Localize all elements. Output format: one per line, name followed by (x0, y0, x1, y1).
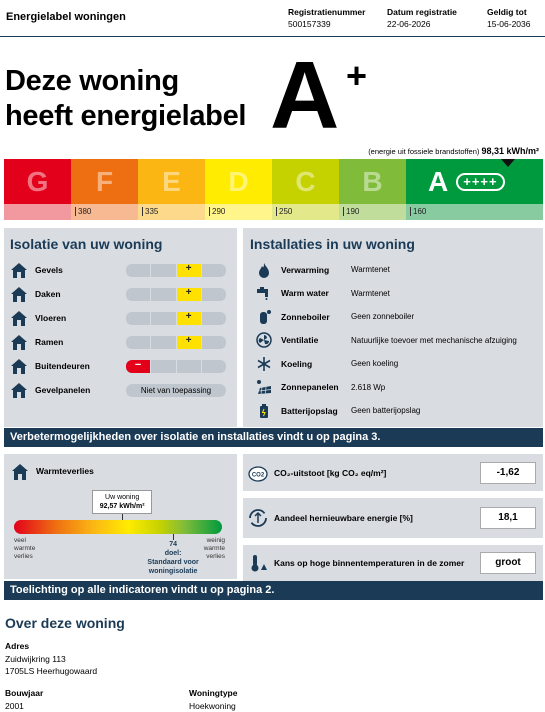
energy-class-f (71, 159, 138, 204)
threshold-label: 250 (276, 207, 292, 216)
insulation-row-gevelpanelen (10, 378, 237, 402)
threshold-label: 290 (209, 207, 225, 216)
heat-loss-title: Warmteverlies (36, 466, 94, 476)
heat-loss-gradient-bar (14, 520, 222, 534)
fossil-energy-value: 98,31 kWh/m² (481, 146, 539, 156)
house-icon (10, 286, 28, 302)
installation-value: Geen zonneboiler (351, 312, 415, 322)
metric-renewable (243, 498, 543, 538)
installation-value: Geen batterijopslag (351, 406, 421, 416)
heat-loss-left-label: veel warmte verlies (14, 537, 36, 560)
installation-value: Warmtenet (351, 265, 390, 275)
insulation-list (10, 258, 237, 402)
energy-class-letter: A (428, 165, 449, 197)
energy-class-letter: G (26, 165, 49, 197)
energy-class-letter: B (362, 165, 383, 197)
insulation-title: Isolatie van uw woning (10, 236, 163, 252)
insulation-name: Buitendeuren (35, 361, 90, 371)
insulation-row-buitendeuren (10, 354, 237, 378)
hero-energy-label: A (270, 42, 340, 149)
fan-icon (256, 332, 272, 348)
threshold-cell (406, 204, 543, 220)
header-divider (0, 36, 545, 37)
metric-summer-temperature-value: groot (480, 552, 536, 574)
installation-value: 2.618 Wp (351, 382, 386, 392)
installation-name: Batterijopslag (281, 405, 338, 416)
installation-name: Zonneboiler (281, 311, 330, 322)
fossil-energy-note: (energie uit fossiele brandstoffen) (368, 147, 480, 156)
insulation-row-ramen (10, 330, 237, 354)
about-title: Over deze woning (5, 615, 125, 631)
heat-loss-right-label: weinig warmte verlies (203, 537, 225, 560)
improvements-banner: Verbetermogelijkheden over isolatie en installaties vindt u op pagina 3. (4, 428, 543, 447)
threshold-cell (205, 204, 272, 220)
installation-name: Ventilatie (281, 335, 319, 346)
energy-class-pluses: ++++ (456, 173, 504, 191)
energy-class-letter: D (228, 165, 249, 197)
threshold-label: 190 (343, 207, 359, 216)
hero-line-2: heeft energielabel (5, 100, 247, 132)
insulation-row-daken (10, 282, 237, 306)
installation-row (256, 352, 543, 376)
registration-date (387, 7, 457, 29)
insulation-meter (126, 312, 226, 325)
target-value: 74 (169, 541, 177, 548)
co2-icon (248, 463, 268, 483)
heat-loss-bubble-label: Uw woning (105, 494, 140, 501)
installation-row (256, 282, 543, 306)
insulation-row-vloeren (10, 306, 237, 330)
metric-co2-value: -1,62 (480, 462, 536, 484)
metric-renewable-value: 18,1 (480, 507, 536, 529)
metric-co2 (243, 454, 543, 491)
hero-line-1: Deze woning (5, 65, 179, 97)
installation-name: Warm water (281, 288, 329, 299)
threshold-label: 160 (410, 207, 426, 216)
threshold-cell (339, 204, 406, 220)
battery-icon (256, 403, 272, 419)
installations-panel (243, 228, 543, 427)
house-type-value: Hoekwoning (189, 701, 236, 711)
svg-text:CO2: CO2 (251, 472, 265, 478)
registration-date-label: Datum registratie (387, 7, 457, 17)
threshold-label: 335 (142, 207, 158, 216)
renewable-icon (248, 508, 268, 528)
flame-icon (256, 262, 272, 278)
energy-class-letter: E (162, 165, 181, 197)
insulation-panel (4, 228, 237, 427)
house-heat-loss-icon (11, 462, 29, 482)
metric-summer-temperature-label: Kans op hoge binnentemperaturen in de zomer (274, 558, 465, 568)
house-icon (10, 382, 28, 398)
installations-list (256, 258, 543, 423)
insulation-name: Ramen (35, 337, 64, 347)
hero-heading (5, 64, 246, 134)
target-text: Standaard voor woningisolatie (147, 559, 199, 575)
energy-threshold-scale (4, 204, 543, 220)
house-icon (10, 358, 28, 374)
installation-row (256, 258, 543, 282)
installation-value: Warmtenet (351, 288, 390, 298)
energy-class-g (4, 159, 71, 204)
snowflake-icon (256, 356, 272, 372)
fossil-energy (368, 146, 539, 156)
insulation-name: Vloeren (35, 313, 67, 323)
house-type-label: Woningtype (189, 688, 238, 698)
threshold-cell (71, 204, 138, 220)
insulation-name: Gevelpanelen (35, 385, 91, 395)
registration-date-value: 22-06-2026 (387, 19, 431, 29)
valid-until (487, 7, 530, 29)
build-year-label: Bouwjaar (5, 688, 44, 698)
threshold-cell (4, 204, 71, 220)
insulation-name: Daken (35, 289, 61, 299)
address-line-2: 1705LS Heerhugowaard (5, 666, 98, 676)
energy-class-letter: C (295, 165, 316, 197)
house-icon (10, 262, 28, 278)
insulation-meter (126, 288, 226, 301)
energy-class-e (138, 159, 205, 204)
target-label (138, 540, 208, 576)
target-caption: doel: (164, 550, 182, 557)
installation-row (256, 329, 543, 353)
registration-number-label: Registratienummer (288, 7, 366, 17)
registration-number-value: 500157339 (288, 19, 331, 29)
installation-row (256, 305, 543, 329)
address-label: Adres (5, 641, 30, 651)
energy-class-b (339, 159, 406, 204)
energy-class-a (406, 159, 543, 204)
address-line-1: Zuidwijkring 113 (5, 654, 66, 664)
current-value-marker (501, 159, 515, 167)
energy-class-letter: F (95, 165, 114, 197)
installation-name: Verwarming (281, 264, 330, 275)
energy-class-d (205, 159, 272, 204)
house-icon (10, 334, 28, 350)
valid-until-label: Geldig tot (487, 7, 527, 17)
metric-summer-temperature (243, 545, 543, 581)
thermometer-warning-icon (248, 553, 268, 573)
insulation-row-gevels (10, 258, 237, 282)
installation-name: Zonnepanelen (281, 382, 339, 393)
heat-loss-bubble-value: 92,57 kWh/m² (99, 503, 145, 510)
threshold-cell (138, 204, 205, 220)
registration-number (288, 7, 365, 29)
solar-panel-icon (256, 379, 272, 395)
installation-value: Geen koeling (351, 359, 399, 369)
installation-value: Natuurlijke toevoer met mechanische afzuiging (351, 335, 517, 345)
heat-loss-panel (4, 454, 237, 579)
hero-energy-plus: + (346, 55, 368, 96)
threshold-label: 380 (75, 207, 91, 216)
insulation-meter (126, 264, 226, 277)
solar-boiler-icon (256, 309, 272, 325)
insulation-name: Gevels (35, 265, 63, 275)
energy-class-c (272, 159, 339, 204)
metric-co2-label: CO₂-uitstoot [kg CO₂ eq/m²] (274, 467, 387, 478)
build-year-value: 2001 (5, 701, 24, 711)
installation-name: Koeling (281, 358, 313, 369)
document-title: Energielabel woningen (6, 11, 126, 23)
energy-label-scale (4, 159, 543, 204)
metric-renewable-label: Aandeel hernieuwbare energie [%] (274, 513, 413, 523)
heat-loss-bubble (92, 490, 152, 514)
installations-title: Installaties in uw woning (250, 236, 415, 252)
indicators-banner: Toelichting op alle indicatoren vindt u op pagina 2. (4, 581, 543, 600)
valid-until-value: 15-06-2036 (487, 19, 531, 29)
house-icon (10, 310, 28, 326)
tap-icon (256, 285, 272, 301)
installation-row (256, 376, 543, 400)
installation-row (256, 399, 543, 423)
threshold-cell (272, 204, 339, 220)
insulation-meter (126, 336, 226, 349)
about-section (5, 615, 535, 712)
not-applicable-pill: Niet van toepassing (126, 384, 226, 397)
insulation-meter (126, 360, 226, 373)
